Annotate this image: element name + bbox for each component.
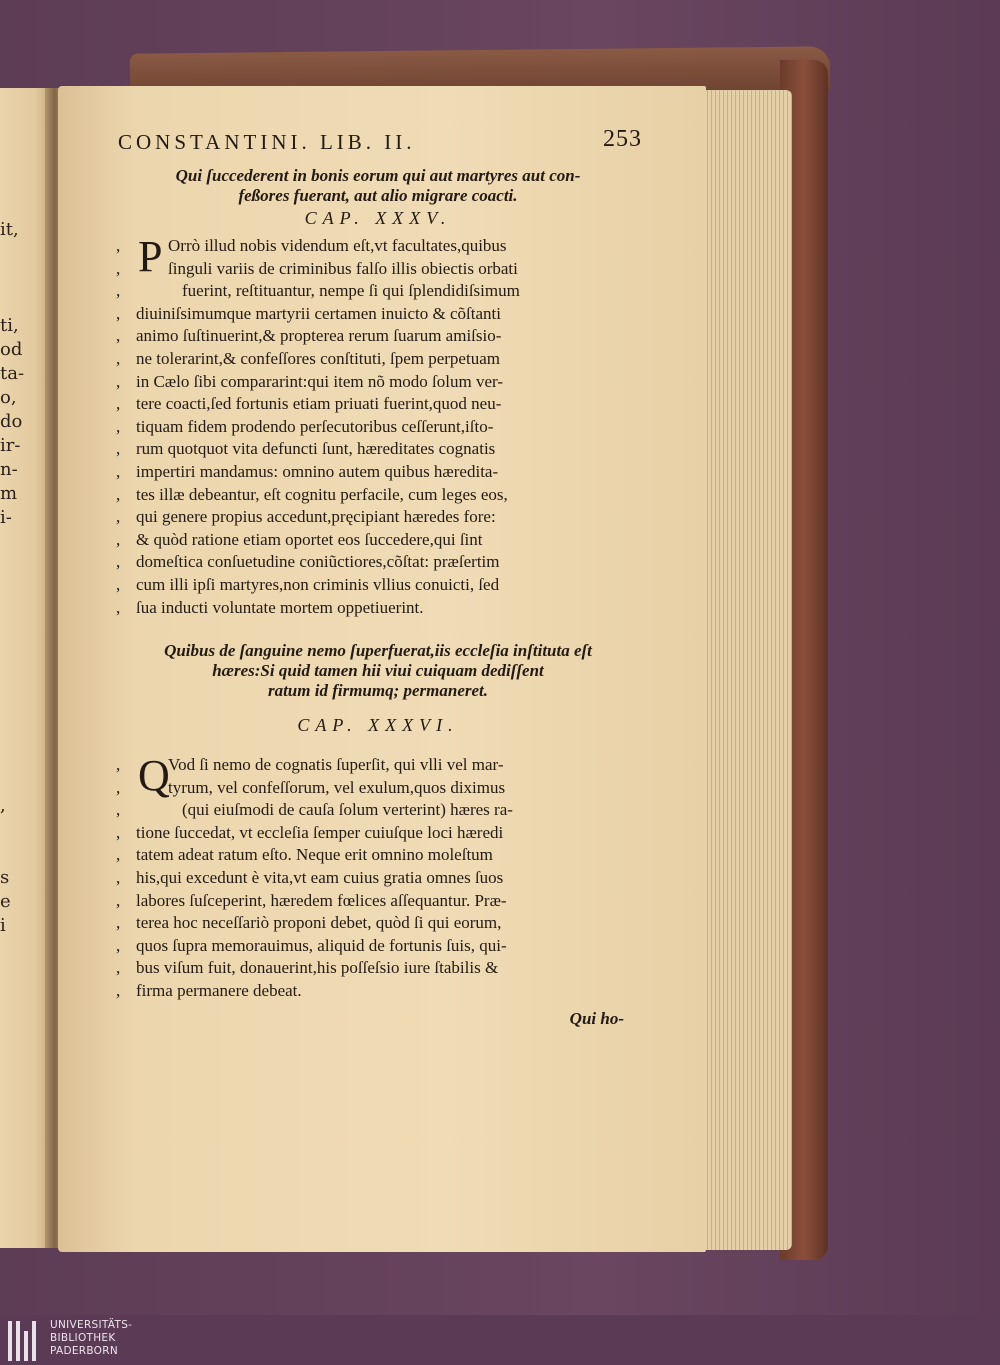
text-line-content: (qui eiuſmodi de cauſa ſolum verterint) hæres ra-: [182, 800, 513, 820]
left-fragment-line: [0, 290, 40, 314]
marginal-quote-mark: ,: [116, 890, 121, 910]
left-fragment-line: [0, 1202, 40, 1226]
text-line-content: ne tolerarint,& confeſſores conſtituti, ſpem perpetuam: [136, 348, 500, 368]
text-line: [116, 957, 638, 980]
text-line-content: tere coacti,ſed fortunis etiam priuati fuerint,quod neu-: [136, 394, 502, 414]
left-fragment-line: ,: [0, 795, 6, 816]
marginal-quote-mark: ,: [116, 258, 121, 278]
left-fragment-line: [0, 986, 40, 1010]
text-line-content: in Cælo ſibi compararint:qui item nõ modo ſolum ver-: [136, 371, 504, 391]
marginal-quote-mark: ,: [116, 507, 121, 527]
text-line-content: terea hoc neceſſariò proponi debet, quòd ſi qui eorum,: [136, 913, 502, 933]
text-line-content: tione ſuccedat, vt eccleſia ſemper cuiuſque loci hæredi: [136, 822, 504, 842]
marginal-quote-mark: ,: [116, 868, 121, 888]
text-line-content: tiquam fidem prodendo perſecutoribus ceſſerunt,iſto-: [136, 416, 494, 436]
text-line: [116, 777, 638, 800]
left-fragment-line: [0, 554, 40, 578]
page-content: [116, 126, 642, 1029]
left-fragment-line: ta-: [0, 363, 25, 384]
marginal-quote-mark: ,: [116, 597, 121, 617]
logo-line: PADERBORN: [50, 1345, 118, 1357]
text-line-content: tyrum, vel confeſſorum, vel exulum,quos diximus: [168, 777, 506, 797]
text-line-content: bus viſum fuit, donauerint,his poſſeſsio iure ſtabilis &: [136, 958, 499, 978]
left-fragment-line: [0, 722, 40, 746]
marginal-quote-mark: ,: [116, 845, 121, 865]
heading-line: Qui ſuccederent in bonis eorum qui aut martyres aut con-: [175, 166, 581, 185]
text-line-content: & quòd ratione etiam oportet eos ſuccedere,qui ſint: [136, 529, 483, 549]
heading-line: hæres:Si quid tamen hii viui cuiquam dediſſent: [212, 661, 544, 681]
left-fragment-line: ti,: [0, 315, 19, 336]
catchword: Qui ho-: [569, 1008, 624, 1028]
text-line-content: diuiniſsimumque martyrii certamen inuicto & cõſtanti: [136, 303, 501, 323]
text-line-content: cum illi ipſi martyres,non criminis vllius conuicti, ſed: [136, 574, 500, 594]
marginal-quote-mark: ,: [116, 958, 121, 978]
text-line: [116, 484, 638, 507]
right-page: [58, 86, 706, 1252]
text-line: [116, 551, 638, 574]
left-fragment-line: [0, 1034, 40, 1058]
marginal-quote-mark: ,: [116, 326, 121, 346]
chapter-heading-35: [118, 166, 638, 206]
heading-line: feßores fuerant, aut alio migrare coacti.: [238, 186, 518, 205]
heading-line: Quibus de ſanguine nemo ſuperfuerat,iis eccleſia inſtituta eſt: [164, 641, 592, 661]
text-line: [116, 280, 638, 303]
left-fragment-line: do: [0, 411, 23, 432]
left-fragment-line: [0, 746, 40, 770]
text-line-content: domeſtica conſuetudine coniũctiores,cõſtat: præſertim: [136, 552, 500, 572]
left-fragment-line: m: [0, 483, 18, 504]
text-line-content: fuerint, reſtituantur, nempe ſi qui ſplendidiſsimum: [182, 281, 520, 301]
left-fragment-line: n-: [0, 459, 18, 480]
left-fragment-line: [0, 242, 40, 266]
heading-line: ratum id firmumq; permaneret.: [267, 681, 489, 701]
drop-capital: Q: [138, 751, 170, 801]
text-line-content: ſinguli variis de criminibus falſo illis obiectis orbati: [168, 258, 518, 278]
page-block-edges: [700, 90, 792, 1250]
marginal-quote-mark: ,: [116, 236, 121, 255]
left-fragment-line: [0, 1130, 40, 1154]
text-line: [116, 348, 638, 371]
left-fragment-line: [0, 650, 40, 674]
left-fragment-line: [0, 1178, 40, 1202]
left-fragment-line: [0, 626, 40, 650]
text-line-content: qui genere propius accedunt,pręcipiant hæredes fore:: [136, 507, 496, 527]
text-line-content: tes illæ debeantur, eſt cognitu perfacile, cum leges eos,: [136, 484, 508, 504]
left-fragment-line: o,: [0, 387, 17, 408]
text-line-content: his,qui excedunt è vita,vt eam cuius gratia omnes ſuos: [136, 868, 504, 888]
chapter-heading-36: [118, 641, 638, 701]
page-number: 253: [603, 126, 642, 152]
left-fragment-line: [0, 770, 40, 794]
chapter-number-35: CAP. XXXV.: [304, 208, 452, 228]
text-line: [116, 799, 638, 822]
text-line-content: labores ſuſceperint, hæredem fœlices aſſequantur. Præ-: [136, 890, 507, 910]
left-fragment-line: i: [0, 915, 6, 936]
left-fragment-line: ir-: [0, 435, 21, 456]
text-line-content: ſua inducti voluntate mortem oppetiuerint.: [136, 597, 424, 617]
library-logo-icon: [8, 1321, 44, 1361]
marginal-quote-mark: ,: [116, 461, 121, 481]
left-fragment-line: [0, 698, 40, 722]
text-line: [116, 980, 638, 1003]
text-line: [116, 597, 638, 620]
left-fragment-line: it,: [0, 219, 19, 240]
left-fragment-line: s: [0, 867, 10, 888]
marginal-quote-mark: ,: [116, 439, 121, 459]
text-line: [116, 325, 638, 348]
text-line: [116, 890, 638, 913]
left-fragment-line: [0, 962, 40, 986]
left-fragment-line: i-: [0, 507, 12, 528]
marginal-quote-mark: ,: [116, 574, 121, 594]
left-fragment-line: [0, 818, 40, 842]
left-fragment-line: [0, 674, 40, 698]
left-fragment-line: e: [0, 891, 11, 912]
left-fragment-line: [0, 1226, 40, 1250]
marginal-quote-mark: ,: [116, 348, 121, 368]
marginal-quote-mark: ,: [116, 394, 121, 414]
marginal-quote-mark: ,: [116, 303, 121, 323]
text-line: [116, 844, 638, 867]
marginal-quote-mark: ,: [116, 484, 121, 504]
left-page-fragment: [0, 88, 50, 1248]
chapter-text-35: [116, 232, 638, 619]
marginal-quote-mark: ,: [116, 935, 121, 955]
marginal-quote-mark: ,: [116, 529, 121, 549]
text-line-content: Orrò illud nobis videndum eſt,vt facultates,quibus: [168, 236, 507, 255]
text-line: [116, 867, 638, 890]
text-line-content: impertiri mandamus: omnino autem quibus hæredita-: [136, 461, 499, 481]
running-head: [118, 126, 642, 166]
marginal-quote-mark: ,: [116, 777, 121, 797]
text-line-content: rum quotquot vita defuncti ſunt, hæreditates cognatis: [136, 439, 496, 459]
text-line: [116, 754, 638, 777]
text-line: [116, 303, 638, 326]
logo-line: BIBLIOTHEK: [50, 1332, 116, 1344]
drop-capital: P: [138, 232, 163, 281]
left-fragment-line: [0, 1106, 40, 1130]
running-title: CONSTANTINI. LIB. II.: [118, 130, 416, 154]
text-line: [116, 912, 638, 935]
left-fragment-line: [0, 266, 40, 290]
marginal-quote-mark: ,: [116, 981, 121, 1001]
text-line-content: firma permanere debeat.: [136, 981, 302, 1001]
marginal-quote-mark: ,: [116, 755, 121, 775]
marginal-quote-mark: ,: [116, 371, 121, 391]
left-fragment-line: [0, 530, 40, 554]
left-fragment-line: od: [0, 339, 23, 360]
text-line: [116, 822, 638, 845]
left-fragment-line: [0, 938, 40, 962]
text-line-content: animo ſuſtinuerint,& propterea rerum ſuarum amiſsio-: [136, 326, 502, 346]
marginal-quote-mark: ,: [116, 800, 121, 820]
marginal-quote-mark: ,: [116, 822, 121, 842]
text-line: [116, 371, 638, 394]
left-fragment-line: [0, 1010, 40, 1034]
left-fragment-line: [0, 1082, 40, 1106]
text-line: [116, 258, 638, 281]
left-fragment-line: [0, 602, 40, 626]
text-line-content: tatem adeat ratum eſto. Neque erit omnino moleſtum: [136, 845, 493, 865]
text-line-content: Vod ſi nemo de cognatis ſuperſit, qui vlli vel mar-: [168, 755, 504, 775]
marginal-quote-mark: ,: [116, 552, 121, 572]
text-line: [116, 393, 638, 416]
text-line: [116, 416, 638, 439]
marginal-quote-mark: ,: [116, 913, 121, 933]
text-line: [116, 935, 638, 958]
library-logo-text: [50, 1319, 132, 1358]
left-fragment-line: [0, 842, 40, 866]
text-line: [116, 235, 638, 258]
text-line: [116, 574, 638, 597]
left-fragment-line: [0, 578, 40, 602]
text-line-content: quos ſupra memorauimus, aliquid de fortunis ſuis, qui-: [136, 935, 507, 955]
marginal-quote-mark: ,: [116, 281, 121, 301]
text-line: [116, 438, 638, 461]
marginal-quote-mark: ,: [116, 416, 121, 436]
text-line: [116, 529, 638, 552]
logo-line: UNIVERSITÄTS-: [50, 1319, 133, 1331]
chapter-number-36: CAP. XXXVI.: [297, 715, 459, 736]
left-page-text: [0, 218, 40, 1250]
text-line: [116, 506, 638, 529]
left-fragment-line: [0, 1154, 40, 1178]
chapter-text-36: [116, 751, 638, 1003]
library-logo: [0, 1315, 1000, 1365]
left-fragment-line: [0, 1058, 40, 1082]
text-line: [116, 461, 638, 484]
